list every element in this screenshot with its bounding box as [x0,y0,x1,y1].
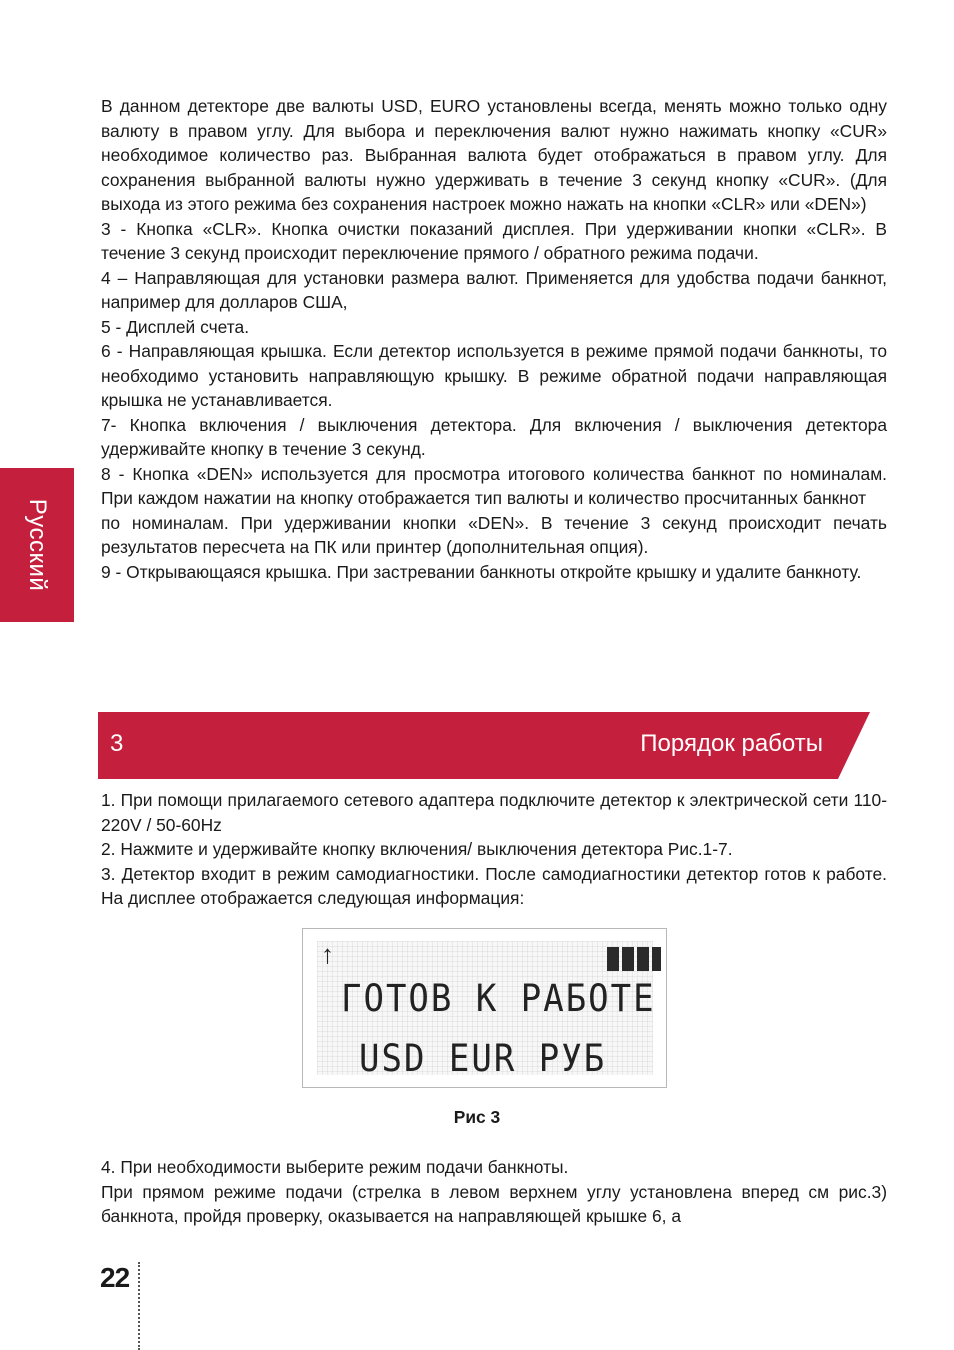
lcd-currency-line: USD EUR РУБ [359,1037,607,1081]
section-title: Порядок работы [640,730,823,757]
page-number: 22 [100,1262,130,1293]
lcd-display [317,939,656,1081]
section-number: 3 [110,730,124,757]
feed-direction-arrow-icon: ↑ [321,939,334,969]
page-number-divider [138,1262,140,1350]
paragraph: 4 – Направляющая для установки размера валют. Применяется для удобства подачи банкнот, например для долларов США, [101,267,887,312]
paragraph: 3. Детектор входит в режим самодиагностики. После самодиагностики детектор готов к работе. На дисплее отображается следующая информация: [101,863,887,908]
paragraph: 8 - Кнопка «DEN» используется для просмотра итогового количества банкнот по номиналам. При каждом нажатии на кнопку отображается тип валюты и количество просчитанных банкнот [101,463,887,508]
description-text [101,94,887,584]
paragraph: 1. При помощи прилагаемого сетевого адаптера подключите детектор к электрической сети 110-220V / 50-60Hz [101,790,887,835]
language-tab-label: Русский [24,498,51,592]
paragraph: 5 - Дисплей счета. [101,316,250,337]
battery-indicator-icon [607,947,663,971]
paragraph: 9 - Открывающаяся крышка. При застревании банкноты откройте крышку и удалите банкноту. [101,561,862,582]
feed-mode-text [101,1155,887,1229]
paragraph: В данном детекторе две валюты USD, EURO установлены всегда, менять можно только одну валюту в правом углу. Для выбора и переключения валют нужно нажимать кнопку «CUR» необходимое количество раз. Выбранная валюта будет отображаться в правом углу. Для сохранения выбранной валюты нужно удерживать в течение 3 секунд кнопку «CUR». (Для выхода из этого режима без сохранения настроек можно нажать на кнопки «CLR» или «DEN») [101,96,887,214]
paragraph: 6 - Направляющая крышка. Если детектор используется в режиме прямой подачи банкноты, то необходимо установить направляющую крышку. В режиме обратной подачи направляющая крышка не устанавливается. [101,341,887,410]
display-figure [302,928,667,1088]
figure-caption: Рис 3 [453,1107,501,1127]
paragraph: по номиналам. При удерживании кнопки «DEN». В течение 3 секунд происходит печать результатов пересчета на ПК или принтер (дополнительная опция). [101,512,887,557]
paragraph: 7- Кнопка включения / выключения детектора. Для включения / выключения детектора удерживайте кнопку в течение 3 секунд. [101,414,887,459]
paragraph: 4. При необходимости выберите режим подачи банкноты. [101,1157,569,1177]
paragraph: 2. Нажмите и удерживайте кнопку включения/ выключения детектора Рис.1-7. [101,839,733,859]
paragraph: 3 - Кнопка «CLR». Кнопка очистки показаний дисплея. При удерживании кнопки «CLR». В течение 3 секунд происходит переключение прямого / обратного режима подачи. [101,218,887,263]
section-header [98,712,870,779]
lcd-status-line: ГОТОВ К РАБОТЕ [341,977,656,1021]
paragraph: При прямом режиме подачи (стрелка в левом верхнем углу установлена вперед см рис.3) банкнота, пройдя проверку, оказывается на направляющей крышке 6, а [101,1181,887,1226]
language-tab [0,468,74,622]
operation-steps [101,788,887,911]
